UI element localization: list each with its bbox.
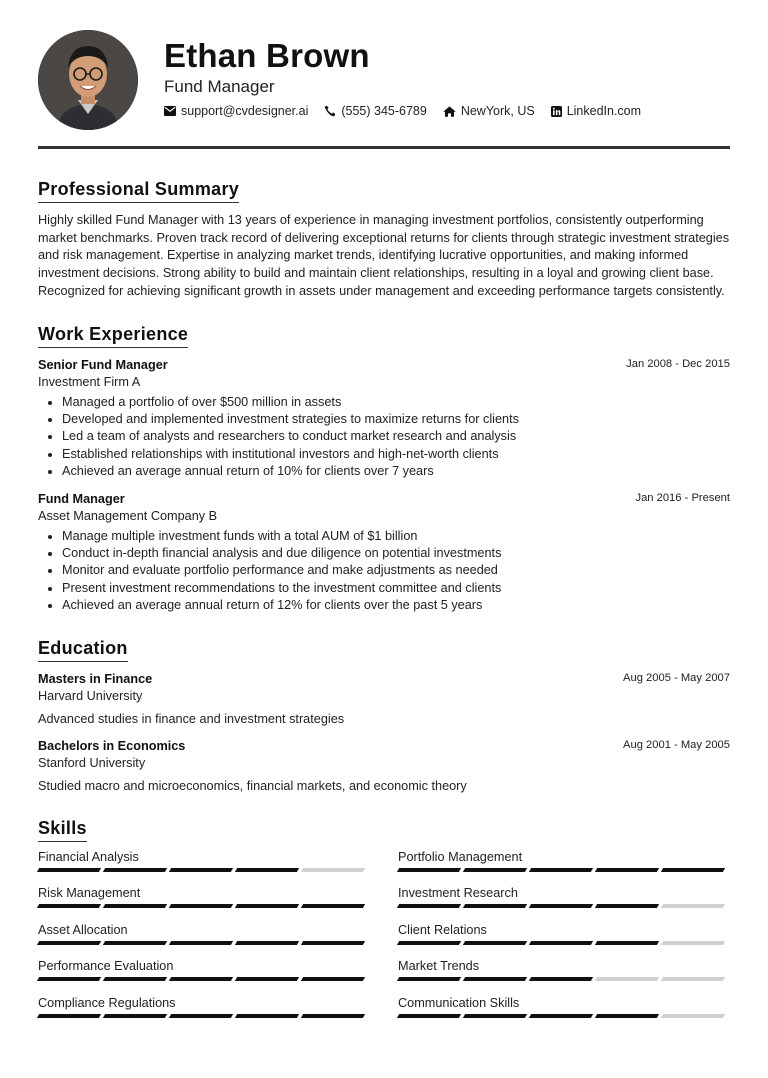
skill-item [38,958,368,995]
skill-level-segment-filled [37,904,101,908]
skill-name: Portfolio Management [398,849,523,864]
skill-level-segment-filled [103,868,167,872]
email-text: support@cvdesigner.ai [181,104,309,118]
skill-name: Compliance Regulations [38,995,176,1010]
skill-level-segment-filled [595,941,659,945]
location-text: NewYork, US [460,104,535,118]
avatar [38,30,138,130]
skill-level-segment-filled [103,977,167,981]
education-dates: Aug 2005 - May 2007 [623,671,730,684]
skill-level-segment-filled [529,904,593,908]
education-description: Studied macro and microeconomics, financial markets, and economic theory [38,778,467,793]
skill-level-segment-empty [595,977,659,981]
summary-heading: Professional Summary [38,178,239,203]
skill-level-segment-filled [595,868,659,872]
skill-level-bar [398,941,728,945]
skill-item [38,849,368,886]
person-name: Ethan Brown [164,37,370,74]
skill-level-segment-filled [661,868,725,872]
skill-name: Communication Skills [398,995,520,1010]
skill-level-segment-filled [397,941,461,945]
education-dates: Aug 2001 - May 2005 [623,738,730,751]
skill-level-bar [398,904,728,908]
job-role: Fund Manager [38,491,125,506]
experience-section [38,323,730,615]
skill-level-segment-filled [169,868,233,872]
phone-text: (555) 345-6789 [341,104,427,118]
experience-heading: Work Experience [38,323,188,348]
school: Stanford University [38,755,146,770]
skill-level-segment-filled [595,904,659,908]
skill-level-bar [38,941,368,945]
skill-level-segment-filled [301,1014,365,1018]
education-heading: Education [38,637,128,662]
summary-section [38,178,730,301]
job-entry [38,491,730,615]
contact-linkedin[interactable] [551,104,641,118]
job-bullet: • Monitor and evaluate portfolio performance and make adjustments as needed [62,562,730,579]
linkedin-icon [551,106,562,117]
skill-level-segment-filled [37,941,101,945]
skills-grid [38,849,730,1032]
skill-item [38,922,368,959]
education-description: Advanced studies in finance and investment strategies [38,711,345,726]
skill-level-segment-filled [529,977,593,981]
degree: Bachelors in Economics [38,738,186,753]
skill-level-segment-empty [661,977,725,981]
skill-level-segment-filled [235,977,299,981]
skill-level-segment-filled [235,1014,299,1018]
job-company: Investment Firm A [38,374,141,389]
job-bullet: • Managed a portfolio of over $500 million in assets [62,394,730,411]
skill-name: Market Trends [398,959,480,974]
skill-level-segment-filled [397,977,461,981]
skill-level-segment-filled [463,1014,527,1018]
skill-level-bar [398,1014,728,1018]
contact-email[interactable] [164,104,308,118]
skill-level-segment-filled [463,941,527,945]
skill-level-segment-filled [397,868,461,872]
job-bullet: • Achieved an average annual return of 10% for clients over 7 years [62,463,730,480]
skill-level-segment-filled [103,941,167,945]
skill-level-bar [38,977,368,981]
skill-level-segment-filled [169,904,233,908]
job-dates: Jan 2016 - Present [635,491,730,504]
job-company: Asset Management Company B [38,508,218,523]
skill-item [398,958,728,995]
skill-item [398,995,728,1032]
skill-name: Risk Management [38,886,141,901]
education-entry [38,671,730,728]
skill-item [38,885,368,922]
contact-phone[interactable] [324,104,426,118]
job-entry [38,357,730,481]
job-bullet: • Conduct in-depth financial analysis and due diligence on potential investments [62,545,730,562]
skill-level-segment-filled [301,977,365,981]
skill-name: Client Relations [398,922,487,937]
linkedin-text: LinkedIn.com [566,104,642,118]
skill-name: Financial Analysis [38,849,139,864]
job-bullet: • Developed and implemented investment strategies to maximize returns for clients [62,411,730,428]
education-entry [38,738,730,795]
skill-level-segment-filled [235,904,299,908]
skill-level-segment-empty [661,941,725,945]
skill-level-bar [398,868,728,872]
skill-level-segment-filled [169,1014,233,1018]
job-title: Fund Manager [164,77,275,96]
skill-level-segment-empty [301,868,365,872]
skill-level-segment-filled [235,941,299,945]
skill-level-segment-empty [661,1014,725,1018]
skill-level-segment-filled [169,941,233,945]
profile-photo-icon [38,30,138,130]
skill-level-segment-filled [103,904,167,908]
skill-level-segment-filled [37,868,101,872]
job-bullet: • Established relationships with institutional investors and high-net-worth clients [62,446,730,463]
skill-level-segment-filled [529,941,593,945]
skill-level-segment-filled [37,1014,101,1018]
skill-item [398,849,728,886]
skills-heading: Skills [38,817,87,842]
skill-name: Asset Allocation [38,922,128,937]
job-bullet: • Achieved an average annual return of 12% for clients over the past 5 years [62,597,730,614]
skill-level-bar [38,1014,368,1018]
job-bullets [38,528,730,615]
skills-section [38,817,730,1032]
skill-level-bar [38,904,368,908]
skill-level-segment-filled [529,1014,593,1018]
job-bullet: • Manage multiple investment funds with a total AUM of $1 billion [62,528,730,545]
skill-item [398,885,728,922]
skill-level-segment-filled [463,977,527,981]
skill-level-segment-filled [397,904,461,908]
degree: Masters in Finance [38,671,153,686]
skill-name: Performance Evaluation [38,959,174,974]
skill-level-bar [398,977,728,981]
job-bullets [38,394,730,481]
resume-header [38,28,730,130]
header-divider [38,146,730,149]
skill-level-segment-filled [235,868,299,872]
skill-level-segment-filled [595,1014,659,1018]
skill-level-segment-empty [661,904,725,908]
job-bullet: • Present investment recommendations to the investment committee and clients [62,580,730,597]
skill-level-segment-filled [463,868,527,872]
skill-level-segment-filled [301,941,365,945]
skill-level-segment-filled [529,868,593,872]
job-bullet: • Led a team of analysts and researchers to conduct market research and analysis [62,428,730,445]
skill-level-segment-filled [397,1014,461,1018]
skill-level-segment-filled [169,977,233,981]
skill-level-segment-filled [301,904,365,908]
skill-level-segment-filled [37,977,101,981]
skill-level-segment-filled [463,904,527,908]
contact-location [443,104,535,118]
skill-level-bar [38,868,368,872]
home-icon [443,106,456,117]
job-dates: Jan 2008 - Dec 2015 [626,357,730,370]
skill-level-segment-filled [103,1014,167,1018]
summary-text: Highly skilled Fund Manager with 13 years of experience in managing investment portfolios, consistently outperforming market benchmarks. Proven track record of delivering exceptional returns for clients through strategic investment strategies and risk management. Expertise in analyzing market trends, identifying lucrative opportunities, and making informed investment decisions. Strong ability to build and maintain client relationships, resulting in a loyal and growing client base. Recognized for achieving significant growth in assets under management and exceeding performance targets consistently. [38,213,730,298]
education-section [38,637,730,795]
school: Harvard University [38,688,143,703]
skill-item [38,995,368,1032]
envelope-icon [164,106,176,116]
job-role: Senior Fund Manager [38,357,168,372]
phone-icon [324,105,336,117]
skill-item [398,922,728,959]
resume-page [38,28,730,1032]
skill-name: Investment Research [398,886,518,901]
contact-row [164,104,657,118]
